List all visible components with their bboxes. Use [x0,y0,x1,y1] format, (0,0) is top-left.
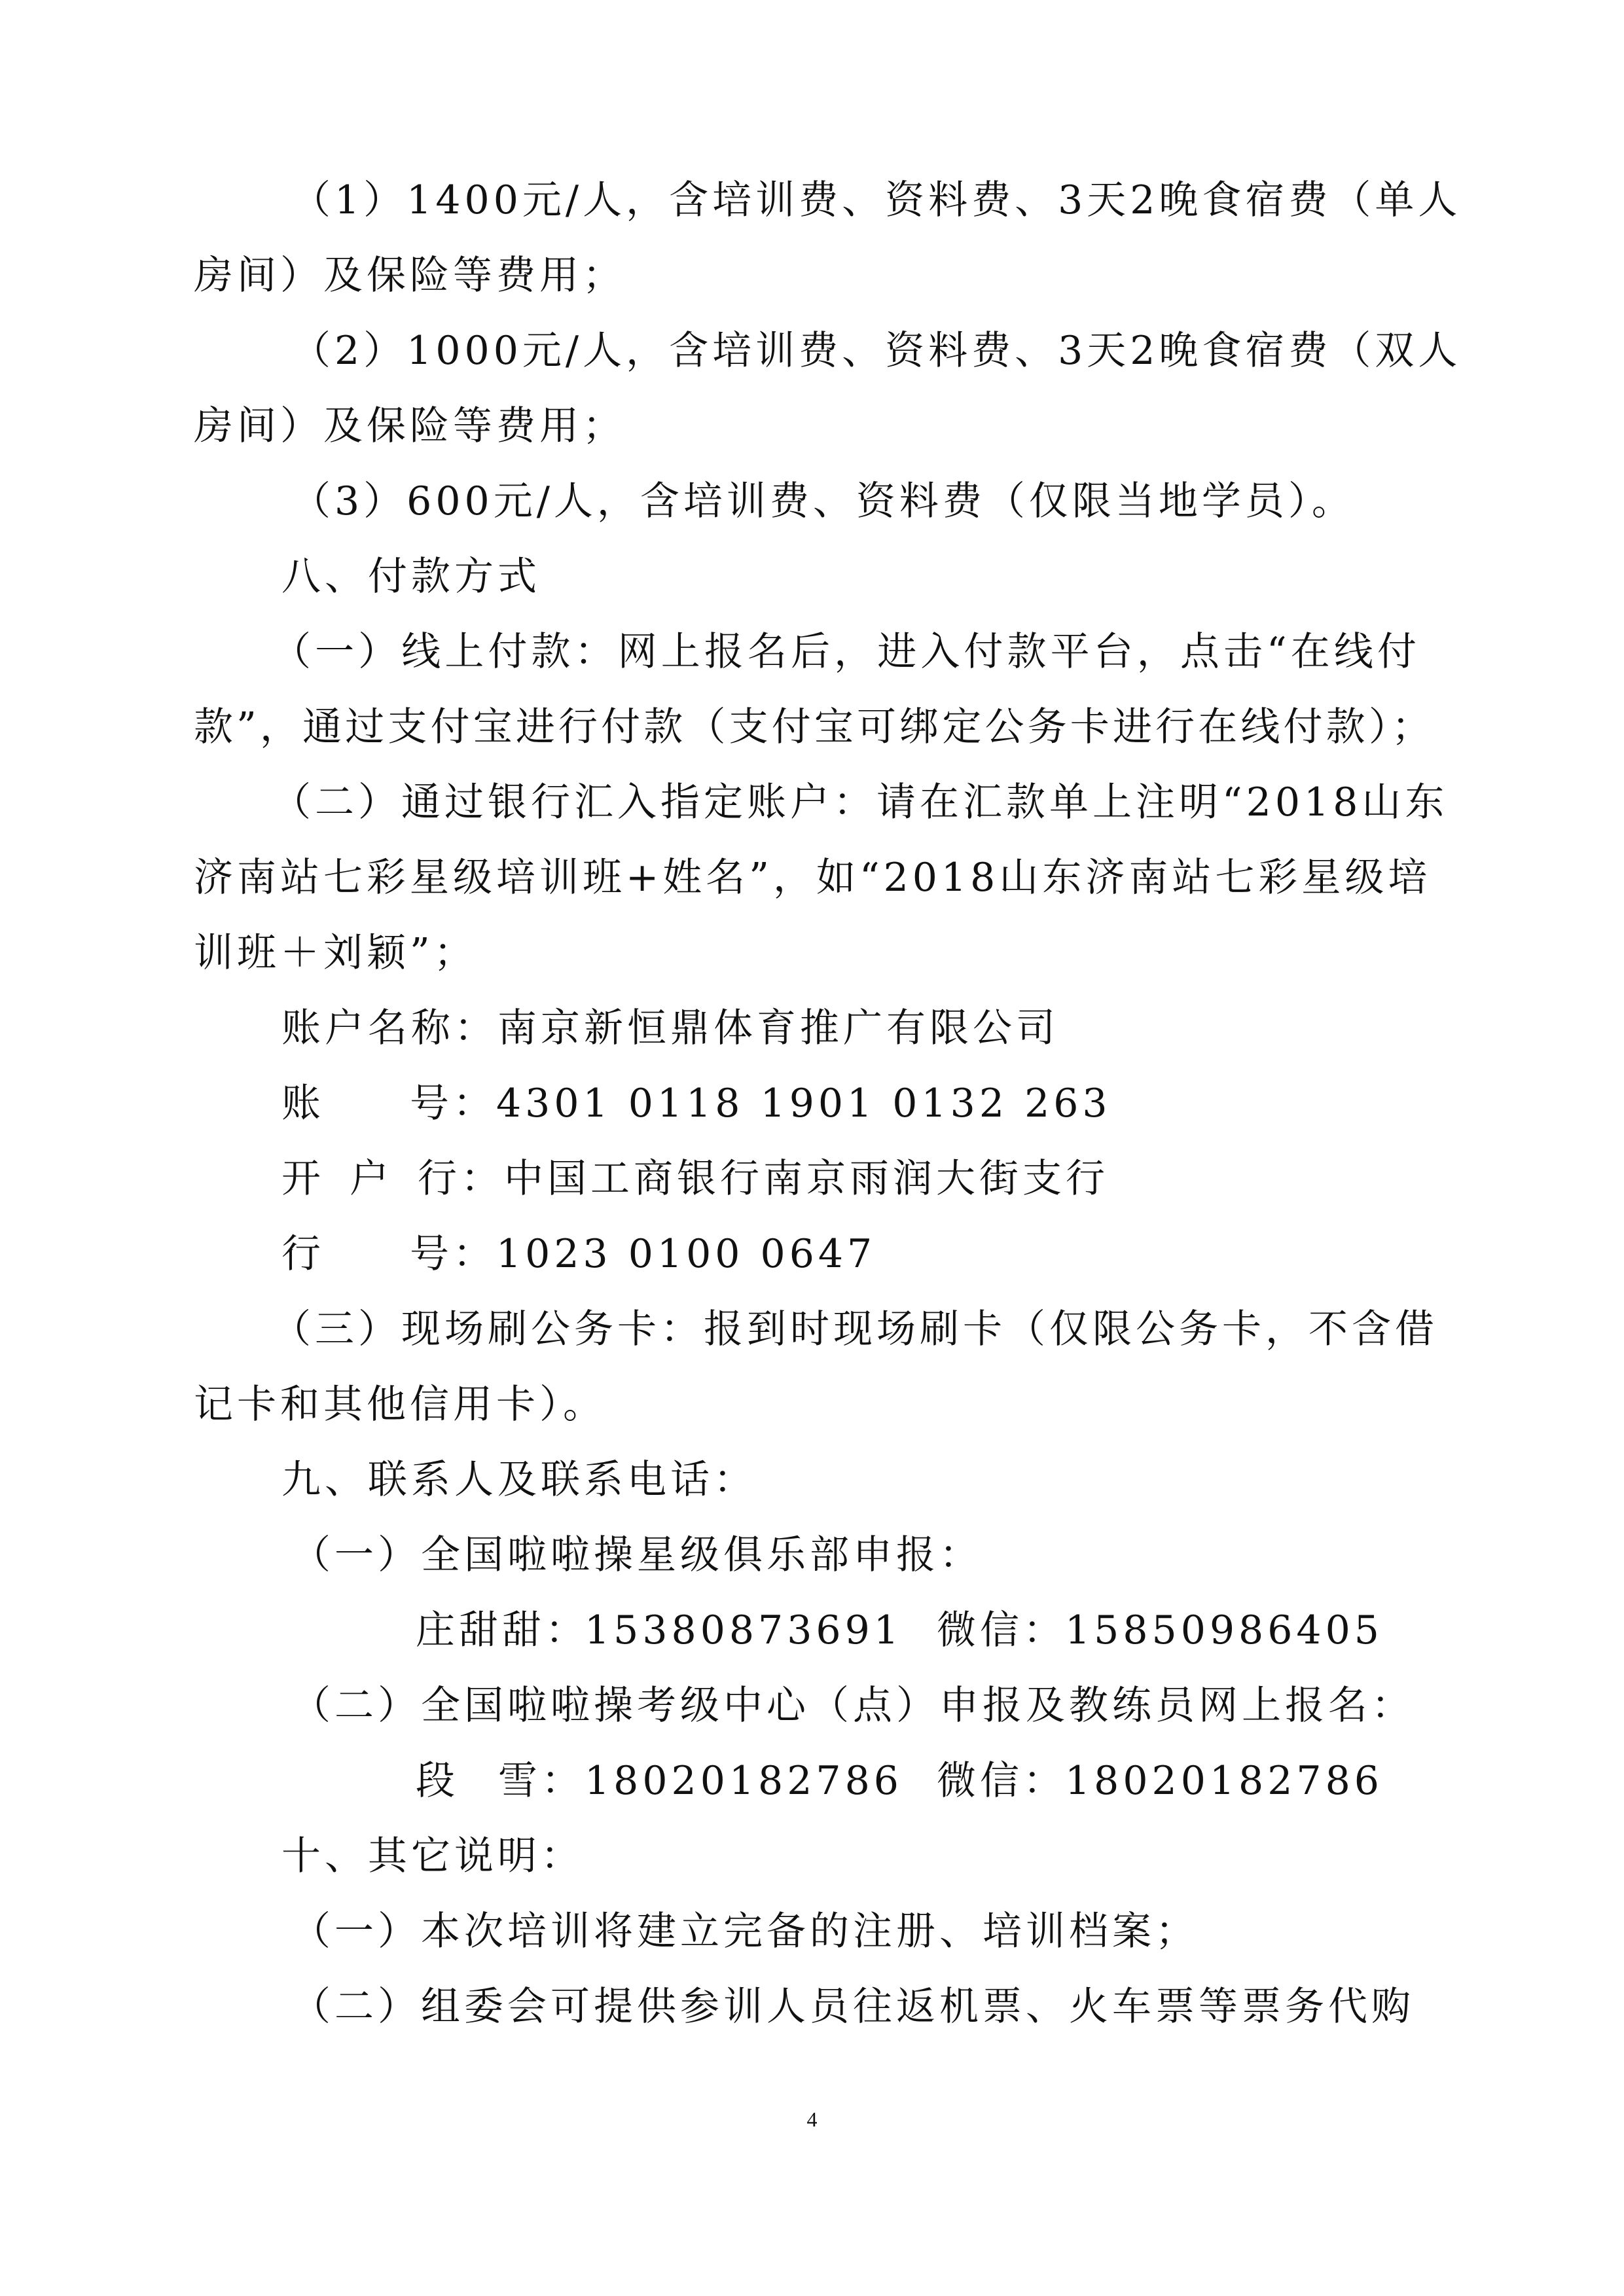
contact-person-1-phone: 15380873691 [585,1607,903,1653]
bank-code-label-part-1: 行 [281,1231,325,1277]
page-number: 4 [806,2108,818,2131]
contact-person-1-name: 庄甜甜： [416,1607,588,1653]
fee-item-3: （3）600元/人，含培训费、资料费（仅限当地学员）。 [291,478,1355,524]
bank-branch-label-part-2: 户 [350,1156,393,1202]
fee-item-2-line-2: 房间）及保险等费用； [194,403,626,449]
account-number-label-part-2: 号： [410,1081,496,1126]
bank-branch-value: 中国工商银行南京雨润大街支行 [504,1156,1109,1202]
bank-code-row [281,1228,876,1280]
section-10-heading: 十、其它说明： [281,1833,584,1879]
contact-person-2-phone: 18020182786 [585,1758,903,1804]
contact-person-2-name-part-2: 雪： [498,1758,585,1804]
contact-person-2-wechat: 18020182786 [1065,1758,1383,1804]
bank-transfer-line-3: 训班＋刘颖”； [194,930,477,976]
account-number-label-part-1: 账 [281,1081,325,1126]
online-payment-line-1: （一）线上付款：网上报名后，进入付款平台，点击“在线付 [272,629,1420,675]
bank-branch-label-part-1: 开 [281,1156,325,1202]
contact-group-2-title: （二）全国啦啦操考级中心（点）申报及教练员网上报名： [291,1683,1415,1729]
fee-item-2-line-1: （2）1000元/人，含培训费、资料费、3天2晚食宿费（双人 [291,328,1462,374]
contact-person-2-name [416,1755,585,1807]
account-number-value: 4301 0118 1901 0132 263 [496,1081,1111,1126]
contact-person-1-wechat-label: 微信： [937,1607,1066,1653]
card-payment-line-2: 记卡和其他信用卡）。 [194,1382,606,1427]
account-name-label: 账户名称： [281,1005,497,1051]
bank-code-value: 1023 0100 0647 [496,1231,876,1277]
fee-item-1-line-2: 房间）及保险等费用； [194,253,626,298]
contact-person-2-name-part-1: 段 [416,1758,459,1804]
bank-branch-label-part-3: 行： [418,1156,504,1202]
contact-group-1-title: （一）全国啦啦操星级俱乐部申报： [291,1532,983,1578]
account-number-row [281,1077,1111,1130]
section-8-heading: 八、付款方式 [281,554,541,600]
section-9-heading: 九、联系人及联系电话： [281,1457,757,1503]
online-payment-line-2: 款”，通过支付宝进行付款（支付宝可绑定公务卡进行在线付款）； [194,704,1431,750]
contact-person-2-wechat-label: 微信： [937,1758,1066,1804]
bank-transfer-line-2: 济南站七彩星级培训班+姓名”，如“2018山东济南站七彩星级培 [194,855,1432,901]
card-payment-line-1: （三）现场刷公务卡：报到时现场刷卡（仅限公务卡，不含借 [272,1306,1438,1352]
account-name-value: 南京新恒鼎体育推广有限公司 [497,1005,1059,1051]
bank-code-label-part-2: 号： [410,1231,496,1277]
bank-branch-row [281,1153,1109,1205]
fee-item-1-line-1: （1）1400元/人，含培训费、资料费、3天2晚食宿费（单人 [291,177,1462,223]
bank-transfer-line-1: （二）通过银行汇入指定账户：请在汇款单上注明“2018山东 [272,780,1449,825]
contact-person-1-wechat: 15850986405 [1065,1607,1383,1653]
other-item-1: （一）本次培训将建立完备的注册、培训档案； [291,1909,1199,1954]
other-item-2: （二）组委会可提供参训人员往返机票、火车票等票务代购 [291,1984,1415,2030]
account-name-row [281,1002,1059,1054]
